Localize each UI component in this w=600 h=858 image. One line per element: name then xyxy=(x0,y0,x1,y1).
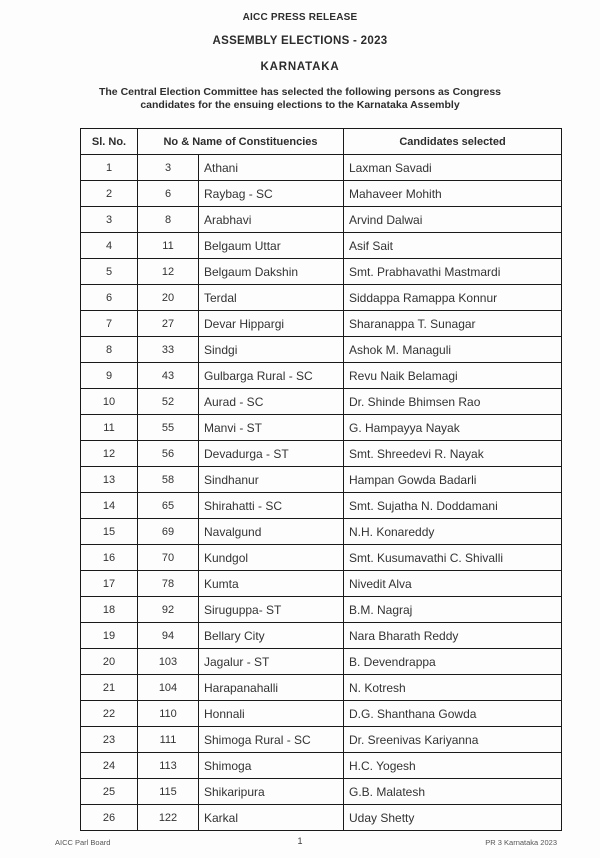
cell-const-no: 111 xyxy=(138,727,199,753)
cell-sl-no: 7 xyxy=(81,311,138,337)
table-row xyxy=(81,207,562,233)
cell-candidate: Uday Shetty xyxy=(344,805,562,831)
table-row xyxy=(81,571,562,597)
table-row xyxy=(81,701,562,727)
cell-sl-no: 20 xyxy=(81,649,138,675)
cell-const-no: 55 xyxy=(138,415,199,441)
cell-candidate: Asif Sait xyxy=(344,233,562,259)
cell-const-name: Shikaripura xyxy=(199,779,344,805)
cell-const-name: Shirahatti - SC xyxy=(199,493,344,519)
cell-sl-no: 22 xyxy=(81,701,138,727)
cell-const-name: Arabhavi xyxy=(199,207,344,233)
cell-sl-no: 24 xyxy=(81,753,138,779)
cell-const-no: 94 xyxy=(138,623,199,649)
page-number: 1 xyxy=(297,836,303,846)
cell-sl-no: 10 xyxy=(81,389,138,415)
cell-const-name: Gulbarga Rural - SC xyxy=(199,363,344,389)
cell-sl-no: 25 xyxy=(81,779,138,805)
table-row xyxy=(81,467,562,493)
cell-sl-no: 2 xyxy=(81,181,138,207)
cell-const-no: 43 xyxy=(138,363,199,389)
table-row xyxy=(81,285,562,311)
cell-candidate: Smt. Kusumavathi C. Shivalli xyxy=(344,545,562,571)
cell-const-no: 70 xyxy=(138,545,199,571)
cell-candidate: Nivedit Alva xyxy=(344,571,562,597)
col-header-candidates: Candidates selected xyxy=(344,129,562,155)
cell-const-name: Sindgi xyxy=(199,337,344,363)
col-header-sl-no: Sl. No. xyxy=(81,129,138,155)
cell-const-name: Navalgund xyxy=(199,519,344,545)
cell-candidate: G.B. Malatesh xyxy=(344,779,562,805)
cell-sl-no: 5 xyxy=(81,259,138,285)
table-row xyxy=(81,363,562,389)
cell-sl-no: 26 xyxy=(81,805,138,831)
table-row xyxy=(81,155,562,181)
cell-sl-no: 9 xyxy=(81,363,138,389)
cell-const-no: 56 xyxy=(138,441,199,467)
cell-candidate: Arvind Dalwai xyxy=(344,207,562,233)
cell-sl-no: 23 xyxy=(81,727,138,753)
cell-sl-no: 12 xyxy=(81,441,138,467)
cell-candidate: Smt. Sujatha N. Doddamani xyxy=(344,493,562,519)
cell-const-name: Kundgol xyxy=(199,545,344,571)
cell-sl-no: 18 xyxy=(81,597,138,623)
cell-const-name: Belgaum Dakshin xyxy=(199,259,344,285)
table-row xyxy=(81,753,562,779)
table-header-row xyxy=(81,129,562,155)
cell-const-name: Terdal xyxy=(199,285,344,311)
table-body xyxy=(81,155,562,831)
cell-const-no: 78 xyxy=(138,571,199,597)
cell-const-no: 58 xyxy=(138,467,199,493)
document-title: ASSEMBLY ELECTIONS - 2023 xyxy=(212,35,388,47)
cell-sl-no: 17 xyxy=(81,571,138,597)
table-row xyxy=(81,441,562,467)
cell-candidate: B.M. Nagraj xyxy=(344,597,562,623)
cell-sl-no: 11 xyxy=(81,415,138,441)
cell-sl-no: 3 xyxy=(81,207,138,233)
cell-candidate: H.C. Yogesh xyxy=(344,753,562,779)
cell-sl-no: 19 xyxy=(81,623,138,649)
cell-sl-no: 13 xyxy=(81,467,138,493)
cell-candidate: Sharanappa T. Sunagar xyxy=(344,311,562,337)
cell-sl-no: 15 xyxy=(81,519,138,545)
cell-const-name: Kumta xyxy=(199,571,344,597)
cell-const-no: 104 xyxy=(138,675,199,701)
cell-candidate: D.G. Shanthana Gowda xyxy=(344,701,562,727)
table-row xyxy=(81,493,562,519)
table-row xyxy=(81,389,562,415)
table-row xyxy=(81,597,562,623)
cell-const-no: 6 xyxy=(138,181,199,207)
state-title: KARNATAKA xyxy=(260,61,340,73)
table-row xyxy=(81,545,562,571)
cell-const-name: Honnali xyxy=(199,701,344,727)
cell-const-no: 52 xyxy=(138,389,199,415)
cell-sl-no: 21 xyxy=(81,675,138,701)
table-row xyxy=(81,259,562,285)
cell-const-name: Bellary City xyxy=(199,623,344,649)
cell-const-no: 103 xyxy=(138,649,199,675)
col-header-constituency: No & Name of Constituencies xyxy=(138,129,344,155)
cell-sl-no: 8 xyxy=(81,337,138,363)
cell-const-no: 122 xyxy=(138,805,199,831)
footer-left-text: AICC Parl Board xyxy=(55,838,111,847)
candidates-table xyxy=(80,128,562,831)
cell-candidate: G. Hampayya Nayak xyxy=(344,415,562,441)
table-row xyxy=(81,727,562,753)
cell-candidate: Mahaveer Mohith xyxy=(344,181,562,207)
cell-candidate: Revu Naik Belamagi xyxy=(344,363,562,389)
cell-const-name: Aurad - SC xyxy=(199,389,344,415)
cell-candidate: Laxman Savadi xyxy=(344,155,562,181)
cell-const-name: Sindhanur xyxy=(199,467,344,493)
cell-const-no: 33 xyxy=(138,337,199,363)
cell-candidate: N. Kotresh xyxy=(344,675,562,701)
cell-const-no: 115 xyxy=(138,779,199,805)
cell-candidate: Hampan Gowda Badarli xyxy=(344,467,562,493)
footer-right-text: PR 3 Karnataka 2023 xyxy=(485,838,557,847)
cell-sl-no: 6 xyxy=(81,285,138,311)
cell-candidate: Ashok M. Managuli xyxy=(344,337,562,363)
cell-const-no: 110 xyxy=(138,701,199,727)
cell-sl-no: 14 xyxy=(81,493,138,519)
cell-candidate: Smt. Shreedevi R. Nayak xyxy=(344,441,562,467)
table-row xyxy=(81,233,562,259)
table-row xyxy=(81,181,562,207)
cell-const-name: Devadurga - ST xyxy=(199,441,344,467)
cell-const-no: 27 xyxy=(138,311,199,337)
cell-const-no: 69 xyxy=(138,519,199,545)
cell-const-name: Athani xyxy=(199,155,344,181)
cell-const-name: Karkal xyxy=(199,805,344,831)
cell-candidate: Dr. Shinde Bhimsen Rao xyxy=(344,389,562,415)
press-release-title: AICC PRESS RELEASE xyxy=(242,12,358,23)
table-row xyxy=(81,779,562,805)
cell-candidate: Smt. Prabhavathi Mastmardi xyxy=(344,259,562,285)
cell-candidate: B. Devendrappa xyxy=(344,649,562,675)
intro-paragraph xyxy=(0,86,600,112)
table-row xyxy=(81,805,562,831)
table-row xyxy=(81,311,562,337)
cell-const-name: Shimoga xyxy=(199,753,344,779)
intro-line-1: The Central Election Committee has selected the following persons as Congress xyxy=(98,86,501,98)
cell-const-name: Devar Hippargi xyxy=(199,311,344,337)
cell-const-name: Siruguppa- ST xyxy=(199,597,344,623)
cell-candidate: Nara Bharath Reddy xyxy=(344,623,562,649)
cell-sl-no: 16 xyxy=(81,545,138,571)
cell-candidate: N.H. Konareddy xyxy=(344,519,562,545)
cell-sl-no: 1 xyxy=(81,155,138,181)
cell-candidate: Siddappa Ramappa Konnur xyxy=(344,285,562,311)
cell-const-no: 8 xyxy=(138,207,199,233)
intro-line-2: candidates for the ensuing elections to the Karnataka Assembly xyxy=(140,99,460,111)
table-row xyxy=(81,337,562,363)
table-row xyxy=(81,623,562,649)
cell-const-name: Jagalur - ST xyxy=(199,649,344,675)
cell-const-no: 65 xyxy=(138,493,199,519)
cell-const-no: 113 xyxy=(138,753,199,779)
cell-const-name: Manvi - ST xyxy=(199,415,344,441)
table-row xyxy=(81,675,562,701)
cell-sl-no: 4 xyxy=(81,233,138,259)
cell-const-name: Raybag - SC xyxy=(199,181,344,207)
cell-const-name: Harapanahalli xyxy=(199,675,344,701)
table-row xyxy=(81,649,562,675)
cell-const-name: Shimoga Rural - SC xyxy=(199,727,344,753)
cell-const-no: 11 xyxy=(138,233,199,259)
cell-const-no: 12 xyxy=(138,259,199,285)
page-footer xyxy=(0,836,600,850)
table-row xyxy=(81,519,562,545)
table-row xyxy=(81,415,562,441)
cell-const-no: 20 xyxy=(138,285,199,311)
cell-candidate: Dr. Sreenivas Kariyanna xyxy=(344,727,562,753)
cell-const-no: 3 xyxy=(138,155,199,181)
cell-const-name: Belgaum Uttar xyxy=(199,233,344,259)
cell-const-no: 92 xyxy=(138,597,199,623)
